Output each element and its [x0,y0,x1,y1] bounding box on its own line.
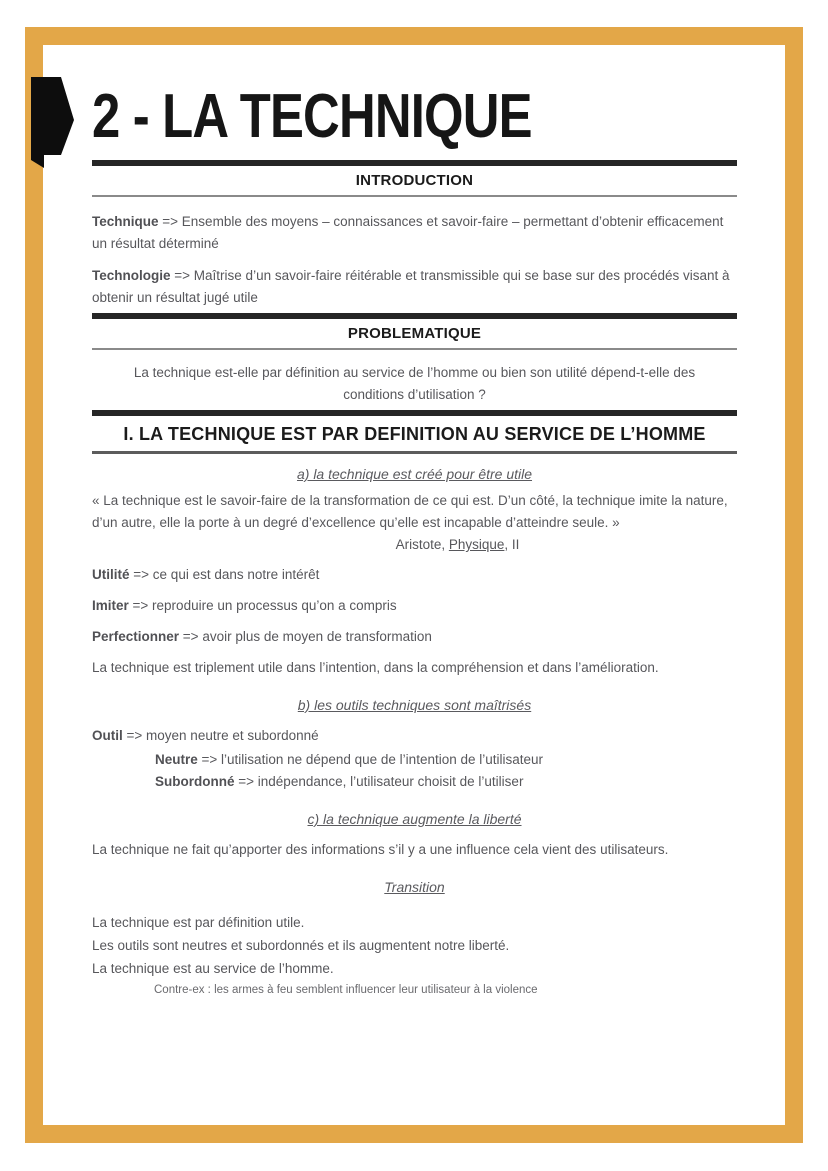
definition-term: Technologie [92,268,171,283]
definition-technologie [92,265,737,309]
definition-text: => l’utilisation ne dépend que de l’intention de l’utilisateur [201,752,544,767]
definition-text: => Ensemble des moyens – connaissances et savoir-faire – permettant d’obtenir efficacement un résultat déterminé [92,214,724,251]
sub-heading-b: b) les outils techniques sont maîtrisés [297,697,532,713]
definition-subordonne [92,771,737,793]
transition-heading: Transition [384,879,445,895]
definition-text: => avoir plus de moyen de transformation [182,629,432,644]
sub-a-conclusion: La technique est triplement utile dans l’intention, dans la compréhension et dans l’amélioration. [92,660,659,675]
definition-text: => ce qui est dans notre intérêt [133,567,320,582]
definition-term: Subordonné [155,774,235,789]
definition-utilite [92,564,737,586]
definition-imiter [92,595,737,617]
part1-heading-banner [92,410,737,454]
problematique-banner [92,313,737,350]
sub-c-paragraph: La technique ne fait qu’apporter des informations s’il y a une influence cela vient des utilisateurs. [92,842,669,857]
definition-term: Imiter [92,598,129,613]
part1-heading: I. LA TECHNIQUE EST PAR DEFINITION AU SERVICE DE L’HOMME [123,424,706,444]
definition-text: => Maîtrise d’un savoir-faire réitérable et transmissible qui se base sur des procédés visant à obtenir un résultat jugé utile [92,268,730,305]
sub-heading-c: c) la technique augmente la liberté [307,811,522,827]
definition-neutre [92,749,737,771]
definition-term: Utilité [92,567,130,582]
page-title: 2 - LA TECHNIQUE [92,82,532,151]
definition-perfectionner [92,626,737,648]
transition-line: La technique est au service de l’homme. [92,961,334,976]
definition-term: Perfectionner [92,629,180,644]
definition-text: => moyen neutre et subordonné [126,728,319,743]
counter-example-note: Contre-ex : les armes à feu semblent influencer leur utilisateur à la violence [154,984,538,996]
definition-term: Neutre [155,752,198,767]
transition-line: Les outils sont neutres et subordonnés et ils augmentent notre liberté. [92,938,510,953]
attribution-book-number: , II [504,537,520,552]
attribution-work-title: Physique [448,537,505,552]
definition-technique [92,211,737,255]
definition-text: => reproduire un processus qu’on a compris [132,598,397,613]
bookmark-ribbon-icon [31,77,74,168]
attribution-author: Aristote, [395,537,449,552]
quote-attribution [92,534,737,556]
definition-outil [92,725,737,747]
aristote-quote: « La technique est le savoir-faire de la transformation de ce qui est. D’un côté, la technique imite la nature, d’un autre, elle la porte à un degré d’excellence qu’elle est incapable d’atteindre seule. » [92,493,728,530]
sub-heading-a: a) la technique est créé pour être utile [296,466,533,482]
problematique-heading: PROBLEMATIQUE [347,325,482,342]
introduction-heading: INTRODUCTION [355,172,474,189]
page-content [92,82,737,998]
definition-text: => indépendance, l’utilisateur choisit de l’utiliser [238,774,524,789]
definition-term: Technique [92,214,159,229]
definition-term: Outil [92,728,123,743]
transition-line: La technique est par définition utile. [92,915,305,930]
problematique-question: La technique est-elle par définition au service de l’homme ou bien son utilité dépend-t-elle des conditions d’utilisation ? [133,365,696,402]
introduction-banner [92,160,737,197]
